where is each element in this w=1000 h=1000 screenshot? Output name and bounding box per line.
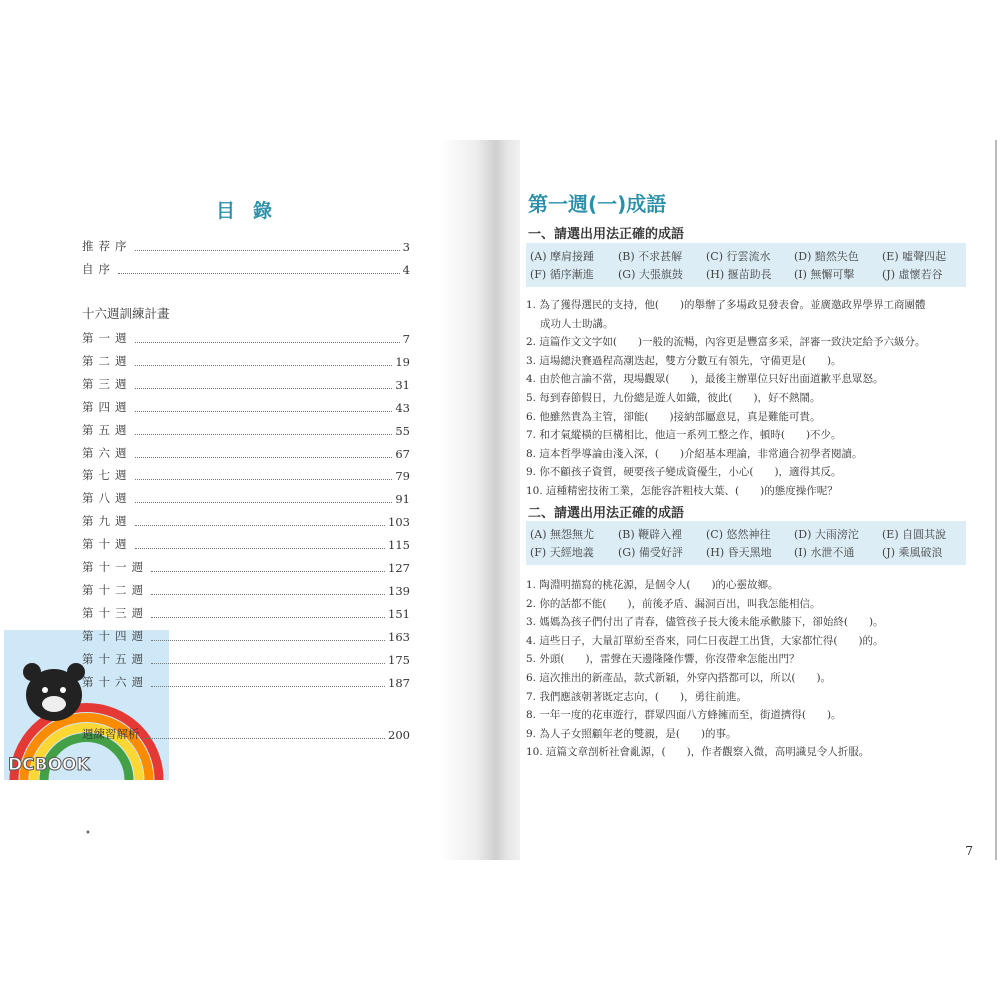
idiom-option: (A) 無怨無尤 [530, 528, 595, 541]
dot-leader [135, 411, 393, 412]
toc-entry-week[interactable] [82, 536, 410, 552]
dcbook-logo [4, 630, 90, 780]
idiom-option: (I) 水泄不通 [794, 546, 855, 559]
toc-page-number: 67 [395, 446, 410, 461]
idiom-option: (J) 乘風破浪 [882, 546, 943, 559]
dot-leader [135, 434, 393, 435]
toc-entry-week[interactable] [82, 513, 410, 529]
question-item: 3. 這場總決賽過程高潮迭起，雙方分數互有領先，守備更是( )。 [526, 354, 842, 367]
question-item: 7. 我們應該朝著既定志向，( )，勇往前進。 [526, 690, 748, 703]
dot-leader [135, 502, 393, 503]
toc-page-number: 79 [395, 469, 410, 484]
question-item: 9. 為人子女照顧年老的雙親，是( )的事。 [526, 727, 737, 740]
idiom-option: (G) 大張旗鼓 [618, 268, 683, 281]
toc-page-number: 175 [388, 652, 410, 667]
toc-entry-week[interactable] [82, 559, 410, 575]
toc-page-number: 3 [402, 240, 410, 254]
idiom-option: (B) 鞭辟入裡 [618, 528, 683, 541]
toc-page-number: 19 [395, 354, 410, 369]
idiom-option: (F) 天經地義 [530, 546, 594, 559]
toc-entry-week[interactable] [82, 605, 410, 621]
dot-leader [151, 571, 385, 572]
dot-leader [135, 250, 400, 251]
dot-leader [135, 479, 393, 480]
question-item: 4. 這些日子，大量訂單紛至沓來，同仁日夜趕工出貨，大家都忙得( )的。 [526, 634, 884, 647]
question-item: 5. 外頭( )，雷聲在天邊隆隆作響，你沒帶傘怎能出門？ [526, 653, 800, 666]
toc-label: 第十三週 [82, 605, 148, 620]
toc-entry-week[interactable] [82, 628, 410, 644]
dot-leader [118, 273, 400, 274]
question-item: 1. 為了獲得選民的支持，他( )的舉辦了多場政見發表會。並廣邀政界學界工商團體 [526, 299, 926, 311]
toc-entry-week[interactable] [82, 674, 410, 690]
question-list-2 [526, 576, 976, 762]
toc-entry-answers[interactable] [82, 726, 410, 742]
idiom-option: (C) 行雲流水 [706, 250, 771, 263]
idiom-option: (E) 噓聲四起 [882, 250, 947, 263]
toc-label: 推荐序 [82, 239, 132, 253]
toc-page-number: 139 [388, 583, 410, 598]
options-row [526, 247, 966, 265]
toc-entry-week[interactable] [82, 353, 410, 369]
toc-page-number: 151 [388, 606, 410, 621]
idiom-option: (G) 備受好評 [618, 546, 683, 559]
question-list-1 [526, 296, 976, 501]
toc-page-number: 200 [388, 728, 410, 742]
toc-label: 第五週 [82, 422, 132, 437]
dot-leader [151, 686, 385, 687]
dot-leader [143, 738, 386, 739]
toc-page-number: 4 [402, 263, 410, 277]
idiom-option: (B) 不求甚解 [618, 250, 683, 263]
toc-label: 第六週 [82, 445, 132, 460]
dot-leader [135, 342, 400, 343]
toc-group-title: 十六週訓練計畫 [82, 306, 170, 321]
toc-page-number: 55 [395, 423, 410, 438]
toc-label: 第十二週 [82, 582, 148, 597]
page-mark: • [85, 828, 91, 839]
idiom-option: (F) 循序漸進 [530, 268, 594, 281]
toc-label: 第十一週 [82, 560, 148, 574]
toc-page-number: 7 [402, 332, 410, 346]
question-item: 9. 你不顧孩子資質，硬要孩子變成資優生，小心( )，適得其反。 [526, 466, 842, 479]
toc-label: 第十週 [82, 537, 132, 552]
idiom-option: (H) 昏天黑地 [706, 546, 772, 559]
idiom-option: (D) 黯然失色 [794, 250, 859, 263]
toc-page-number: 187 [388, 675, 410, 690]
toc-label: 第三週 [82, 376, 132, 391]
page-number: 7 [965, 844, 973, 858]
question-item: 6. 他雖然貴為主管，卻能( )接納部屬意見，真是難能可貴。 [526, 410, 821, 423]
toc-label: 自序 [82, 262, 115, 276]
section-heading-1: 一、請選出用法正確的成語 [528, 227, 685, 242]
toc-entry-week[interactable] [82, 376, 410, 392]
options-row [526, 525, 966, 543]
toc-page-number: 115 [388, 538, 410, 553]
dot-leader [135, 457, 393, 458]
logo-text: DCBOOK [8, 755, 90, 775]
toc-label: 第十五週 [82, 651, 148, 666]
dot-leader [151, 640, 385, 641]
dot-leader [151, 617, 385, 618]
options-box-2 [526, 521, 966, 565]
idiom-option: (H) 揠苗助長 [706, 268, 772, 281]
dot-leader [135, 525, 386, 526]
book-gutter [440, 140, 530, 860]
dot-leader [135, 365, 393, 366]
toc-label: 第七週 [82, 468, 132, 483]
toc-label: 第一週 [82, 331, 132, 345]
idiom-option: (D) 大雨滂沱 [794, 528, 859, 541]
toc-page-number: 43 [395, 400, 410, 415]
toc-page-number: 103 [388, 515, 410, 530]
idiom-option: (E) 自圓其說 [882, 528, 947, 541]
toc-entry-week[interactable] [82, 582, 410, 598]
dot-leader [151, 594, 385, 595]
toc-entry-week[interactable] [82, 651, 410, 667]
question-item: 3. 媽媽為孩子們付出了青春，儘管孩子長大後未能承歡膝下，卻始終( )。 [526, 616, 884, 629]
question-item: 10. 這篇文章剖析社會亂源，( )，作者觀察入微，高明識見令人折服。 [526, 746, 870, 759]
dot-leader [135, 388, 393, 389]
question-item: 2. 你的話都不能( )，前後矛盾、漏洞百出，叫我怎能相信。 [526, 597, 821, 610]
question-item: 1. 陶淵明描寫的桃花源，是個令人( )的心靈故鄉。 [526, 579, 779, 591]
options-row [526, 265, 966, 283]
toc-label: 第四週 [82, 399, 132, 414]
section-heading-2: 二、請選出用法正確的成語 [528, 506, 685, 521]
toc-entry[interactable] [82, 238, 410, 254]
toc-entry-week[interactable] [82, 399, 410, 415]
options-box-1 [526, 243, 966, 287]
toc-entry[interactable] [82, 261, 410, 277]
question-item: 8. 一年一度的花車遊行，群眾四面八方蜂擁而至，街道擠得( )。 [526, 709, 842, 722]
toc-entry-week[interactable] [82, 467, 410, 483]
toc-entry-week[interactable] [82, 445, 410, 461]
exercise-page [520, 140, 997, 860]
toc-label: 第二週 [82, 353, 132, 368]
idiom-option: (J) 虛懷若谷 [882, 268, 943, 281]
toc-label: 第十四週 [82, 628, 148, 643]
question-item: 5. 每到春節假日，九份總是遊人如織，彼此( )，好不熱鬧。 [526, 391, 821, 404]
toc-label: 第九週 [82, 514, 132, 529]
toc-title: 目錄 [215, 200, 290, 222]
question-item: 7. 和才氣縱橫的巨構相比，他這一系列工整之作，頓時( )不少。 [526, 429, 842, 442]
toc-page [0, 0, 470, 1000]
question-item: 4. 由於他言論不當，現場觀眾( )，最後主辦單位只好出面道歉平息眾怒。 [526, 373, 884, 386]
toc-page-number: 163 [388, 629, 410, 644]
toc-entry-week[interactable] [82, 330, 410, 346]
toc-entry-week[interactable] [82, 422, 410, 438]
toc-label: 第十六週 [82, 674, 148, 689]
dot-leader [135, 548, 386, 549]
question-item: 10. 這種精密技術工業，怎能容許粗枝大葉、( )的態度操作呢？ [526, 484, 838, 497]
question-item: 成功人士助講。 [540, 317, 614, 330]
toc-page-number: 91 [395, 492, 410, 507]
toc-page-number: 31 [395, 377, 410, 392]
idiom-option: (A) 摩肩接踵 [530, 250, 595, 263]
question-item: 6. 這次推出的新產品，款式新穎，外穿內搭都可以，所以( )。 [526, 671, 832, 684]
toc-entry-week[interactable] [82, 490, 410, 506]
chapter-title: 第一週(一)成語 [528, 192, 667, 216]
dot-leader [151, 663, 385, 664]
options-row [526, 543, 966, 561]
toc-label: 第八週 [82, 491, 132, 506]
idiom-option: (C) 悠然神往 [706, 528, 771, 541]
question-item: 8. 這本哲學導論由淺入深，( )介紹基本理論，非常適合初學者閱讀。 [526, 447, 863, 460]
toc-label: 週練習解析 [82, 727, 140, 741]
idiom-option: (I) 無懈可擊 [794, 268, 855, 281]
question-item: 2. 這篇作文文字如( )一般的流暢，內容更是豐富多采，評審一致決定給予六級分。 [526, 336, 926, 349]
toc-page-number: 127 [388, 561, 410, 575]
